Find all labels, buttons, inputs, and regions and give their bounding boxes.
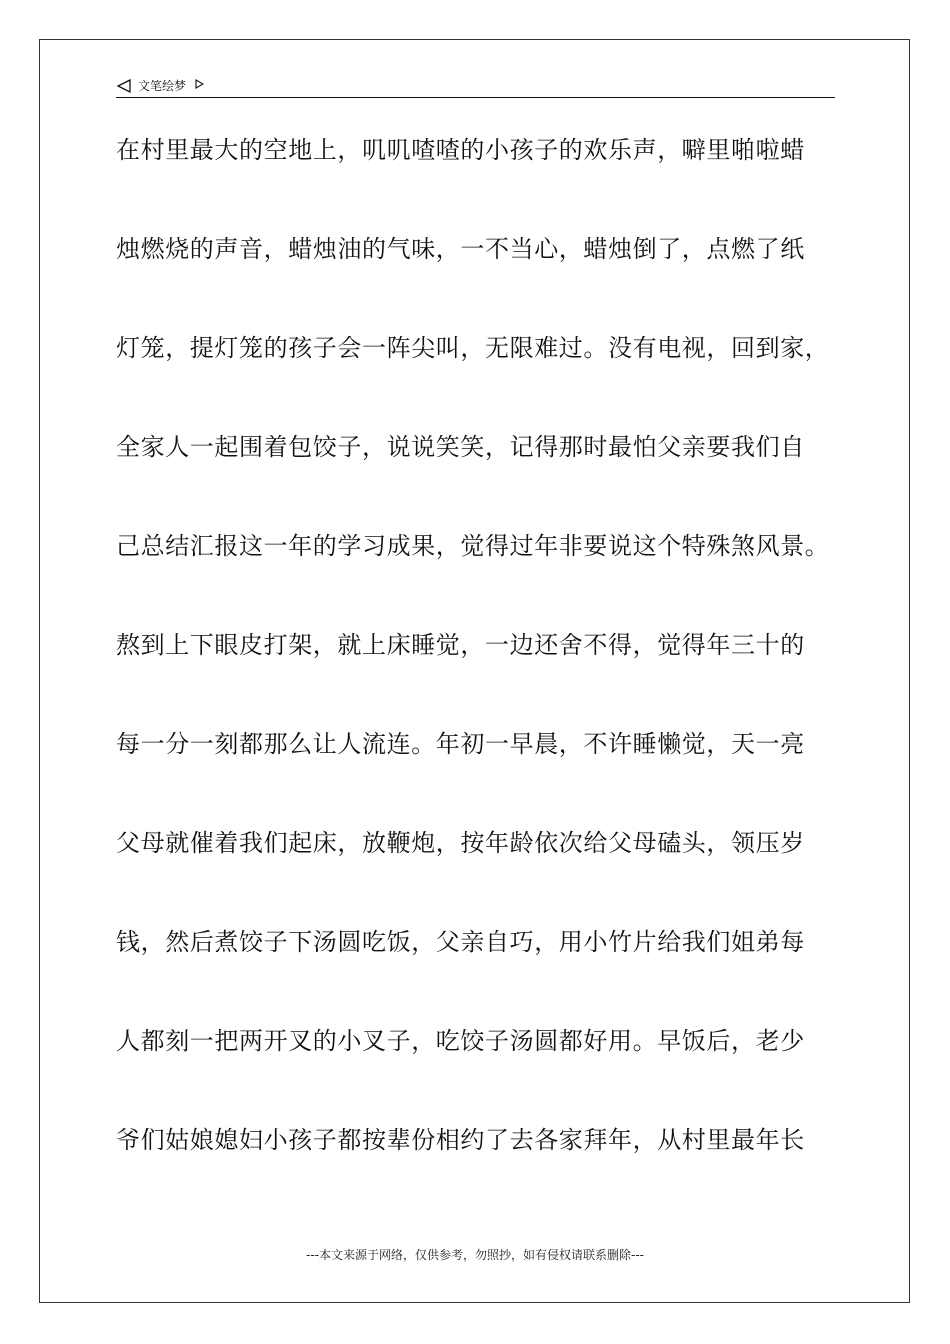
text-line: 灯笼，提灯笼的孩子会一阵尖叫，无限难过。没有电视，回到家， xyxy=(116,334,830,362)
article-body xyxy=(116,128,846,1217)
text-line: 在村里最大的空地上，叽叽喳喳的小孩子的欢乐声，噼里啪啦蜡 xyxy=(116,136,805,164)
header-title: 文笔绘梦 xyxy=(138,79,187,93)
text-line: 父母就催着我们起床，放鞭炮，按年龄依次给父母磕头，领压岁 xyxy=(116,829,805,857)
text-line: 全家人一起围着包饺子，说说笑笑，记得那时最怕父亲要我们自 xyxy=(116,433,805,461)
text-line: 钱，然后煮饺子下汤圆吃饭，父亲自巧，用小竹片给我们姐弟每 xyxy=(116,928,805,956)
text-line: 熬到上下眼皮打架，就上床睡觉，一边还舍不得，觉得年三十的 xyxy=(116,631,805,659)
text-line: 己总结汇报这一年的学习成果，觉得过年非要说这个特殊煞风景。 xyxy=(116,532,830,560)
triangle-left-icon xyxy=(116,78,132,94)
page-footer: ---本文来源于网络，仅供参考，勿照抄，如有侵权请联系删除--- xyxy=(306,1248,644,1262)
text-line: 烛燃烧的声音，蜡烛油的气味，一不当心，蜡烛倒了，点燃了纸 xyxy=(116,235,805,263)
text-line: 每一分一刻都那么让人流连。年初一早晨，不许睡懒觉，天一亮 xyxy=(116,730,805,758)
page-header xyxy=(116,74,835,98)
text-line: 爷们姑娘媳妇小孩子都按辈份相约了去各家拜年，从村里最年长 xyxy=(116,1126,805,1154)
triangle-right-icon xyxy=(194,79,204,89)
text-line: 人都刻一把两开叉的小叉子，吃饺子汤圆都好用。早饭后，老少 xyxy=(116,1027,805,1055)
